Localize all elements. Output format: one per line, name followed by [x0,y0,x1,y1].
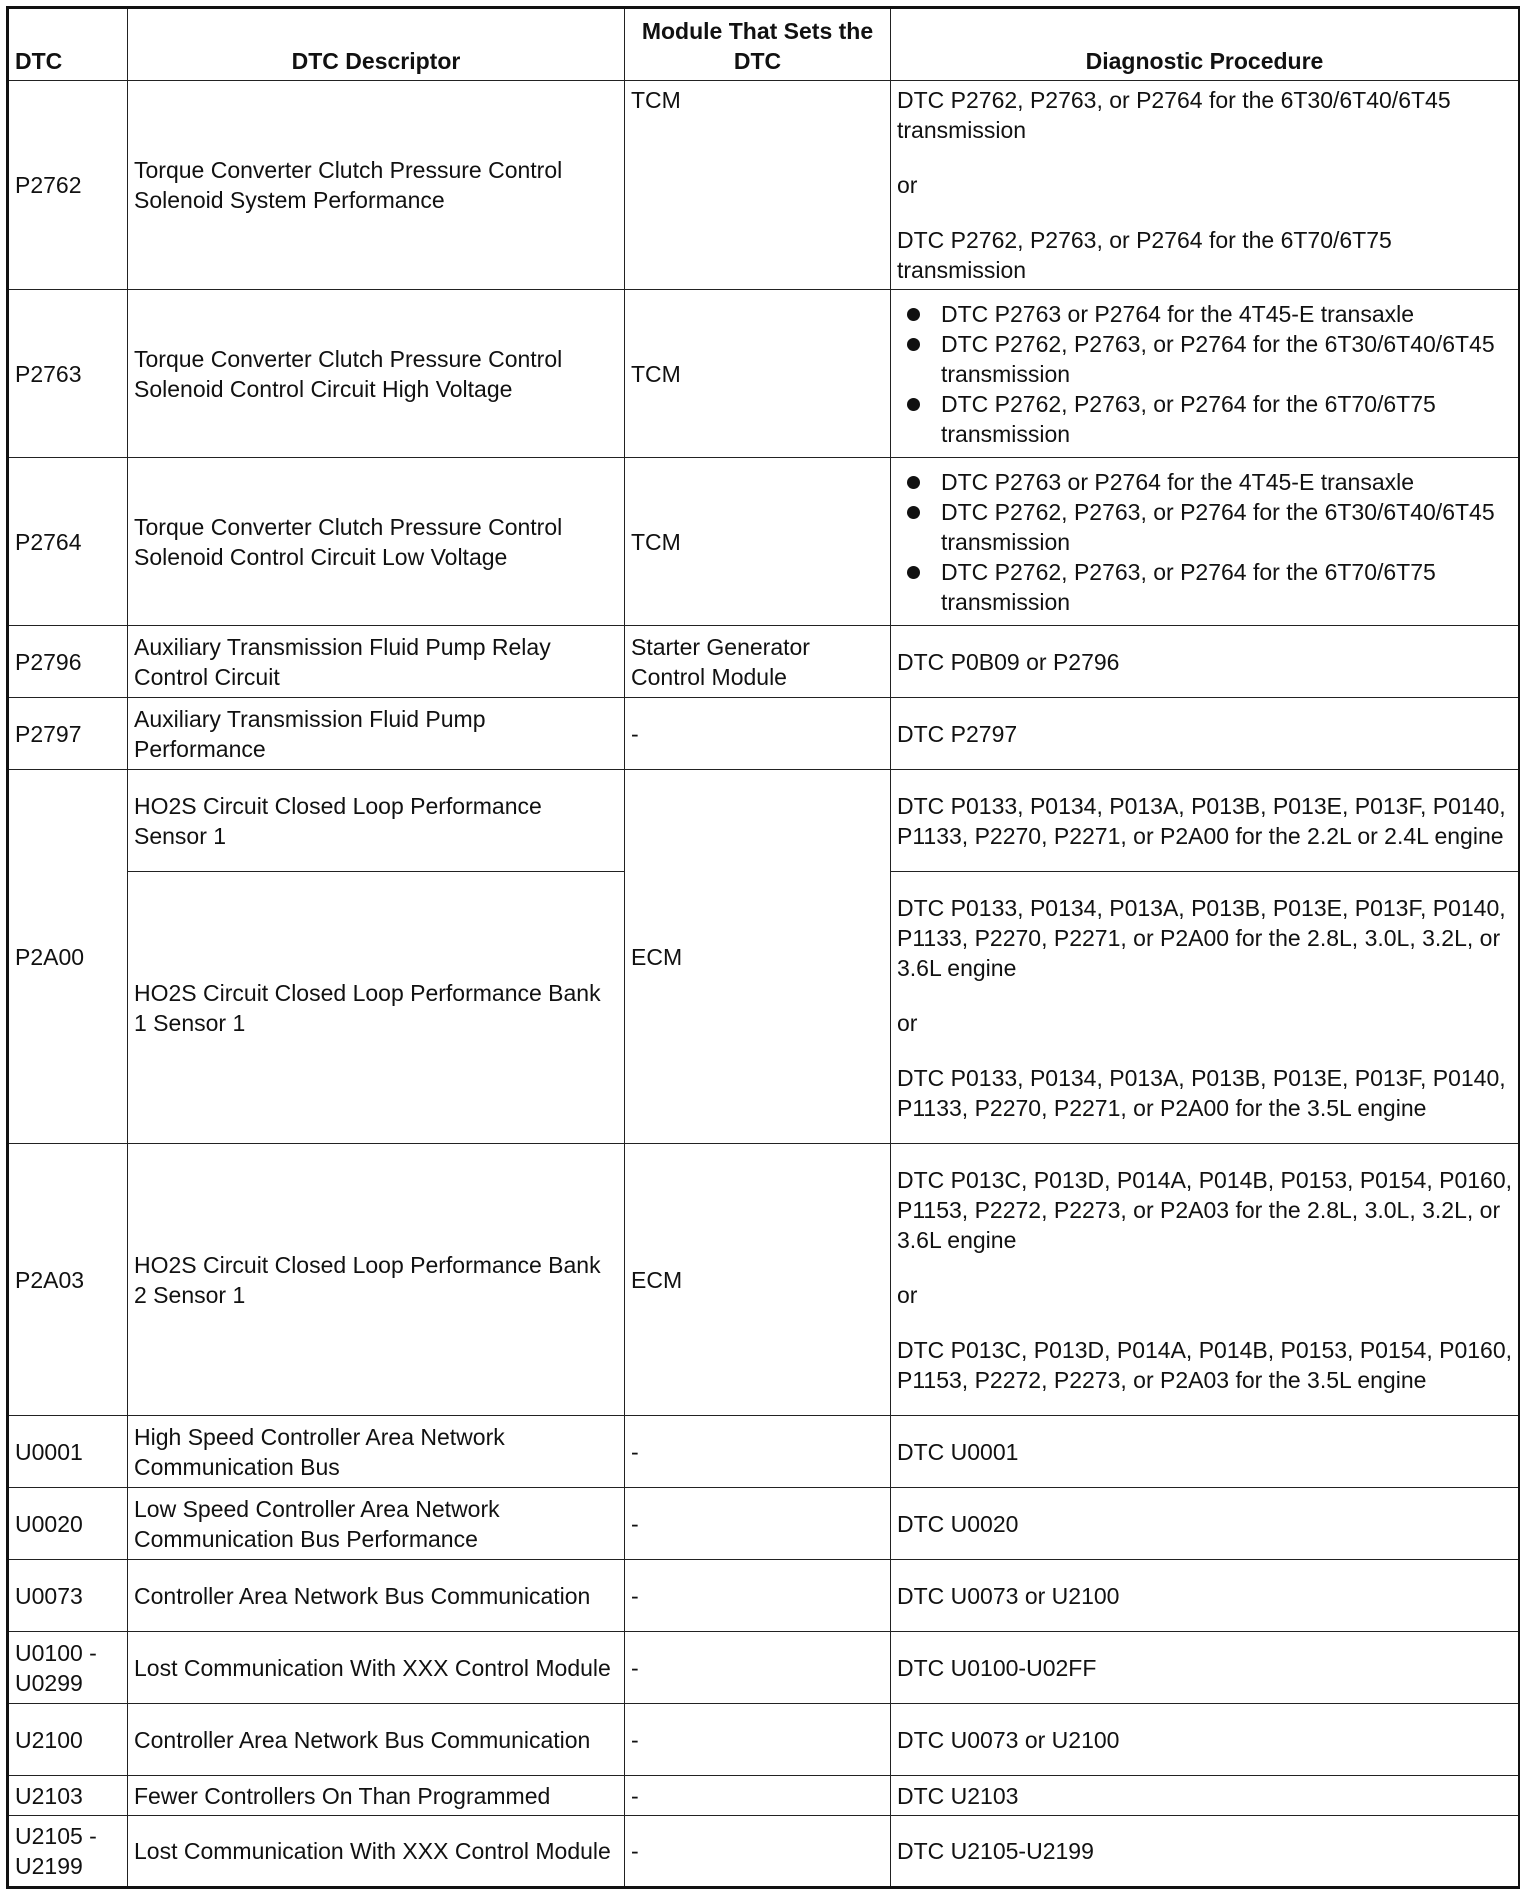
dtc-module: - [625,1704,891,1776]
procedure-link[interactable]: DTC P0133, P0134, P013A, P013B, P013E, P013F, P0140, P1133, P2270, P2271, or P2A00 for the 2.8L, 3.0L, 3.2L, or 3.6L engine [897,894,1506,981]
procedure-bullet-list [897,467,1512,617]
dtc-module: TCM [625,458,891,626]
diagnostic-procedure [891,458,1520,626]
table-row [8,1560,1520,1632]
dtc-code: P2A00 [8,770,128,1144]
dtc-code: U2103 [8,1776,128,1816]
table-row [8,1704,1520,1776]
dtc-module: - [625,1416,891,1488]
or-text: or [897,172,918,198]
dtc-code: P2797 [8,698,128,770]
dtc-module: - [625,1488,891,1560]
table-row [8,1816,1520,1888]
dtc-module: - [625,1560,891,1632]
header-procedure: Diagnostic Procedure [891,8,1520,81]
table-row [8,290,1520,458]
procedure-link[interactable]: DTC P013C, P013D, P014A, P014B, P0153, P0154, P0160, P1153, P2272, P2273, or P2A03 for the 3.5L engine [897,1336,1513,1393]
procedure-link[interactable]: DTC P0B09 or P2796 [891,626,1520,698]
dtc-module: - [625,1816,891,1888]
dtc-descriptor: HO2S Circuit Closed Loop Performance Sensor 1 [128,770,625,872]
dtc-code: U2105 - U2199 [8,1816,128,1888]
dtc-code: U2100 [8,1704,128,1776]
procedure-link[interactable]: DTC P2762, P2763, or P2764 for the 6T70/6T75 transmission [941,557,1512,617]
table-row [8,1776,1520,1816]
table-row [8,1416,1520,1488]
dtc-code: P2764 [8,458,128,626]
table-header-row [8,8,1520,81]
dtc-descriptor: Torque Converter Clutch Pressure Control Solenoid System Performance [128,81,625,290]
header-descriptor: DTC Descriptor [128,8,625,81]
procedure-link[interactable]: DTC P2763 or P2764 for the 4T45-E transaxle [941,467,1512,497]
procedure-link[interactable]: DTC P0133, P0134, P013A, P013B, P013E, P013F, P0140, P1133, P2270, P2271, or P2A00 for the 3.5L engine [897,1064,1506,1121]
dtc-descriptor: Controller Area Network Bus Communication [128,1560,625,1632]
procedure-link[interactable]: DTC P013C, P013D, P014A, P014B, P0153, P0154, P0160, P1153, P2272, P2273, or P2A03 for the 2.8L, 3.0L, 3.2L, or 3.6L engine [897,1166,1513,1253]
dtc-descriptor: High Speed Controller Area Network Communication Bus [128,1416,625,1488]
procedure-link[interactable]: DTC U0001 [891,1416,1520,1488]
dtc-module: - [625,1776,891,1816]
procedure-bullet-list [897,299,1512,449]
procedure-link[interactable]: DTC U2103 [891,1776,1520,1816]
dtc-code: U0073 [8,1560,128,1632]
table-row [8,626,1520,698]
procedure-link[interactable]: DTC U0100-U02FF [891,1632,1520,1704]
dtc-descriptor: Torque Converter Clutch Pressure Control Solenoid Control Circuit Low Voltage [128,458,625,626]
dtc-module: ECM [625,1144,891,1416]
procedure-link[interactable]: DTC P2762, P2763, or P2764 for the 6T30/6T40/6T45 transmission [897,87,1451,143]
diagnostic-procedure [891,1144,1520,1416]
dtc-code: P2A03 [8,1144,128,1416]
procedure-link[interactable]: DTC P2762, P2763, or P2764 for the 6T30/6T40/6T45 transmission [941,497,1512,557]
table-row [8,1488,1520,1560]
dtc-module: Starter Generator Control Module [625,626,891,698]
dtc-descriptor: HO2S Circuit Closed Loop Performance Bank 1 Sensor 1 [128,872,625,1144]
procedure-link[interactable]: DTC P2762, P2763, or P2764 for the 6T70/6T75 transmission [897,227,1392,283]
dtc-module: - [625,1632,891,1704]
dtc-module: TCM [625,81,891,290]
procedure-link[interactable]: DTC P2762, P2763, or P2764 for the 6T70/6T75 transmission [941,389,1512,449]
diagnostic-procedure [891,81,1520,290]
dtc-descriptor: Lost Communication With XXX Control Module [128,1632,625,1704]
dtc-module: - [625,698,891,770]
procedure-link[interactable]: DTC U0020 [891,1488,1520,1560]
header-dtc: DTC [8,8,128,81]
dtc-descriptor: Torque Converter Clutch Pressure Control Solenoid Control Circuit High Voltage [128,290,625,458]
dtc-descriptor: Fewer Controllers On Than Programmed [128,1776,625,1816]
table-row [8,1632,1520,1704]
dtc-module: TCM [625,290,891,458]
table-row [8,81,1520,290]
diagnostic-procedure [891,872,1520,1144]
header-module: Module That Sets the DTC [625,8,891,81]
diagnostic-procedure [891,290,1520,458]
dtc-descriptor: Lost Communication With XXX Control Module [128,1816,625,1888]
dtc-code: U0020 [8,1488,128,1560]
procedure-link[interactable]: DTC P2763 or P2764 for the 4T45-E transaxle [941,299,1512,329]
dtc-descriptor: Controller Area Network Bus Communication [128,1704,625,1776]
or-text: or [897,1009,918,1036]
dtc-code: U0001 [8,1416,128,1488]
table-row [8,770,1520,872]
dtc-code: U0100 - U0299 [8,1632,128,1704]
dtc-descriptor: Low Speed Controller Area Network Communication Bus Performance [128,1488,625,1560]
dtc-code: P2763 [8,290,128,458]
dtc-code: P2796 [8,626,128,698]
or-text: or [897,1281,918,1308]
procedure-link[interactable]: DTC P0133, P0134, P013A, P013B, P013E, P013F, P0140, P1133, P2270, P2271, or P2A00 for the 2.2L or 2.4L engine [891,770,1520,872]
dtc-descriptor: HO2S Circuit Closed Loop Performance Bank 2 Sensor 1 [128,1144,625,1416]
dtc-code: P2762 [8,81,128,290]
table-row [8,1144,1520,1416]
dtc-descriptor: Auxiliary Transmission Fluid Pump Relay Control Circuit [128,626,625,698]
dtc-descriptor: Auxiliary Transmission Fluid Pump Performance [128,698,625,770]
table-row [8,458,1520,626]
procedure-link[interactable]: DTC P2797 [891,698,1520,770]
procedure-link[interactable]: DTC U2105-U2199 [891,1816,1520,1888]
procedure-link[interactable]: DTC U0073 or U2100 [891,1560,1520,1632]
procedure-link[interactable]: DTC P2762, P2763, or P2764 for the 6T30/6T40/6T45 transmission [941,329,1512,389]
dtc-module: ECM [625,770,891,1144]
dtc-table-container [6,6,1518,1889]
procedure-link[interactable]: DTC U0073 or U2100 [891,1704,1520,1776]
dtc-table [6,6,1520,1889]
table-row [8,698,1520,770]
